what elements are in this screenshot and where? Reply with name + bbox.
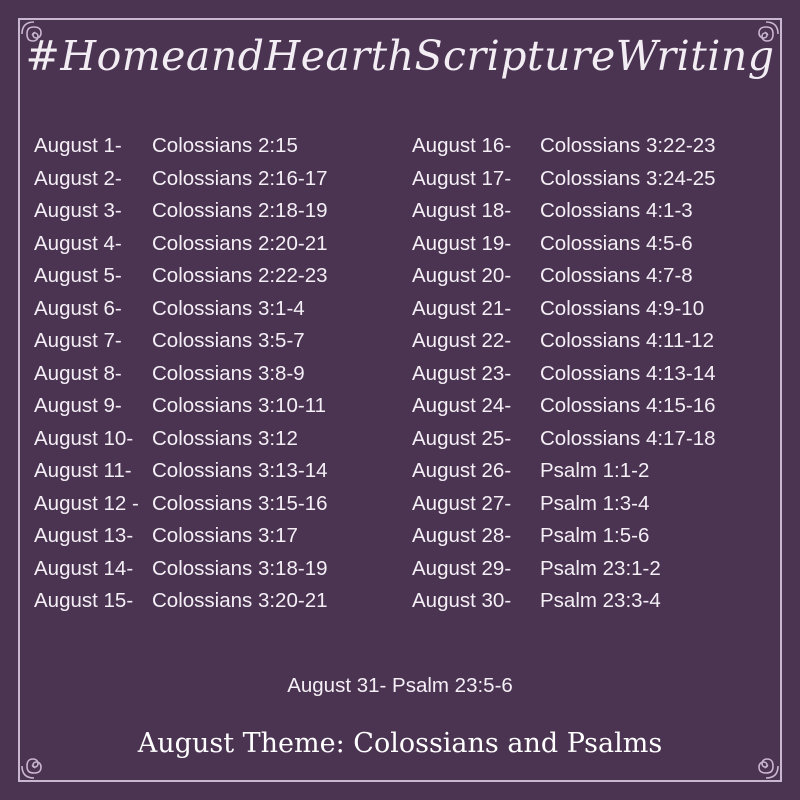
entry-date: August 2-	[34, 166, 122, 190]
month-theme: August Theme: Colossians and Psalms	[137, 728, 663, 759]
final-entry: August 31- Psalm 23:5-6	[287, 674, 513, 697]
entry-reference: Colossians 3:12	[152, 426, 298, 450]
entry-reference: Psalm 1:1-2	[540, 459, 650, 482]
entry-date: August 7-	[34, 329, 122, 352]
entry-date: August 27-	[412, 491, 512, 515]
entry-date: August 9-	[34, 394, 122, 417]
entry-reference: Psalm 23:3-4	[540, 589, 661, 612]
list-item	[34, 167, 396, 200]
entry-reference: Colossians 4:9-10	[540, 296, 705, 320]
entry-date: August 5-	[34, 264, 122, 287]
entry-reference: Psalm 23:1-2	[540, 556, 661, 580]
entry-date: August 22-	[412, 329, 512, 352]
entry-date: August 19-	[412, 231, 512, 255]
list-item	[412, 362, 774, 395]
page-title: #HomeandHearthScriptureWriting	[25, 32, 775, 80]
entry-reference: Colossians 3:5-7	[152, 329, 305, 352]
entry-date: August 20-	[412, 264, 512, 287]
entry-date: August 10-	[34, 426, 134, 450]
list-item	[34, 459, 396, 492]
entry-reference: Colossians 4:5-6	[540, 231, 693, 255]
entry-reference: Colossians 3:24-25	[540, 166, 716, 190]
entry-date: August 1-	[34, 134, 122, 157]
list-item	[412, 134, 774, 167]
list-item	[34, 557, 396, 590]
entry-date: August 30-	[412, 589, 512, 612]
entry-reference: Colossians 4:11-12	[540, 329, 714, 352]
schedule-column-left	[34, 134, 396, 622]
entry-reference: Colossians 3:10-11	[152, 394, 326, 417]
list-item	[412, 329, 774, 362]
entry-date: August 28-	[412, 524, 512, 547]
entry-reference: Psalm 1:3-4	[540, 491, 650, 515]
entry-reference: Colossians 3:15-16	[152, 491, 328, 515]
list-item	[34, 199, 396, 232]
entry-date: August 6-	[34, 296, 122, 320]
entry-reference: Colossians 4:15-16	[540, 394, 716, 417]
entry-date: August 14-	[34, 556, 134, 580]
list-item	[412, 557, 774, 590]
entry-date: August 24-	[412, 394, 512, 417]
entry-reference: Colossians 4:13-14	[540, 361, 716, 385]
entry-reference: Colossians 3:8-9	[152, 361, 305, 385]
entry-reference: Colossians 2:20-21	[152, 231, 328, 255]
list-item	[412, 264, 774, 297]
entry-date: August 25-	[412, 426, 512, 450]
list-item	[412, 199, 774, 232]
entry-date: August 12 -	[34, 491, 139, 515]
list-item	[34, 394, 396, 427]
list-item	[34, 492, 396, 525]
entry-reference: Colossians 3:13-14	[152, 459, 328, 482]
list-item	[34, 427, 396, 460]
entry-date: August 8-	[34, 361, 122, 385]
schedule-column-right	[412, 134, 774, 622]
entry-date: August 13-	[34, 524, 134, 547]
list-item	[34, 329, 396, 362]
list-item	[412, 232, 774, 265]
entry-reference: Colossians 2:16-17	[152, 166, 328, 190]
entry-date: August 26-	[412, 459, 512, 482]
list-item	[34, 134, 396, 167]
list-item	[412, 394, 774, 427]
list-item	[412, 427, 774, 460]
entry-reference: Colossians 3:18-19	[152, 556, 328, 580]
list-item	[34, 264, 396, 297]
entry-date: August 11-	[34, 459, 132, 482]
entry-reference: Psalm 1:5-6	[540, 524, 650, 547]
entry-reference: Colossians 2:15	[152, 134, 298, 157]
list-item	[412, 459, 774, 492]
entry-date: August 16-	[412, 134, 512, 157]
entry-date: August 29-	[412, 556, 512, 580]
entry-date: August 23-	[412, 361, 512, 385]
schedule-columns	[34, 134, 774, 622]
entry-reference: Colossians 2:22-23	[152, 264, 328, 287]
list-item	[412, 297, 774, 330]
list-item	[34, 232, 396, 265]
entry-date: August 3-	[34, 199, 122, 222]
entry-date: August 15-	[34, 589, 134, 612]
entry-reference: Colossians 4:17-18	[540, 426, 716, 450]
list-item	[34, 362, 396, 395]
entry-reference: Colossians 4:7-8	[540, 264, 693, 287]
entry-date: August 18-	[412, 199, 512, 222]
entry-reference: Colossians 3:1-4	[152, 296, 305, 320]
list-item	[412, 167, 774, 200]
entry-reference: Colossians 2:18-19	[152, 199, 328, 222]
entry-date: August 17-	[412, 166, 512, 190]
entry-reference: Colossians 3:17	[152, 524, 298, 547]
entry-date: August 4-	[34, 231, 122, 255]
entry-reference: Colossians 3:20-21	[152, 589, 328, 612]
list-item	[34, 524, 396, 557]
list-item	[412, 589, 774, 622]
entry-reference: Colossians 3:22-23	[540, 134, 716, 157]
list-item	[412, 492, 774, 525]
list-item	[34, 589, 396, 622]
entry-date: August 21-	[412, 296, 512, 320]
list-item	[34, 297, 396, 330]
entry-reference: Colossians 4:1-3	[540, 199, 693, 222]
list-item	[412, 524, 774, 557]
